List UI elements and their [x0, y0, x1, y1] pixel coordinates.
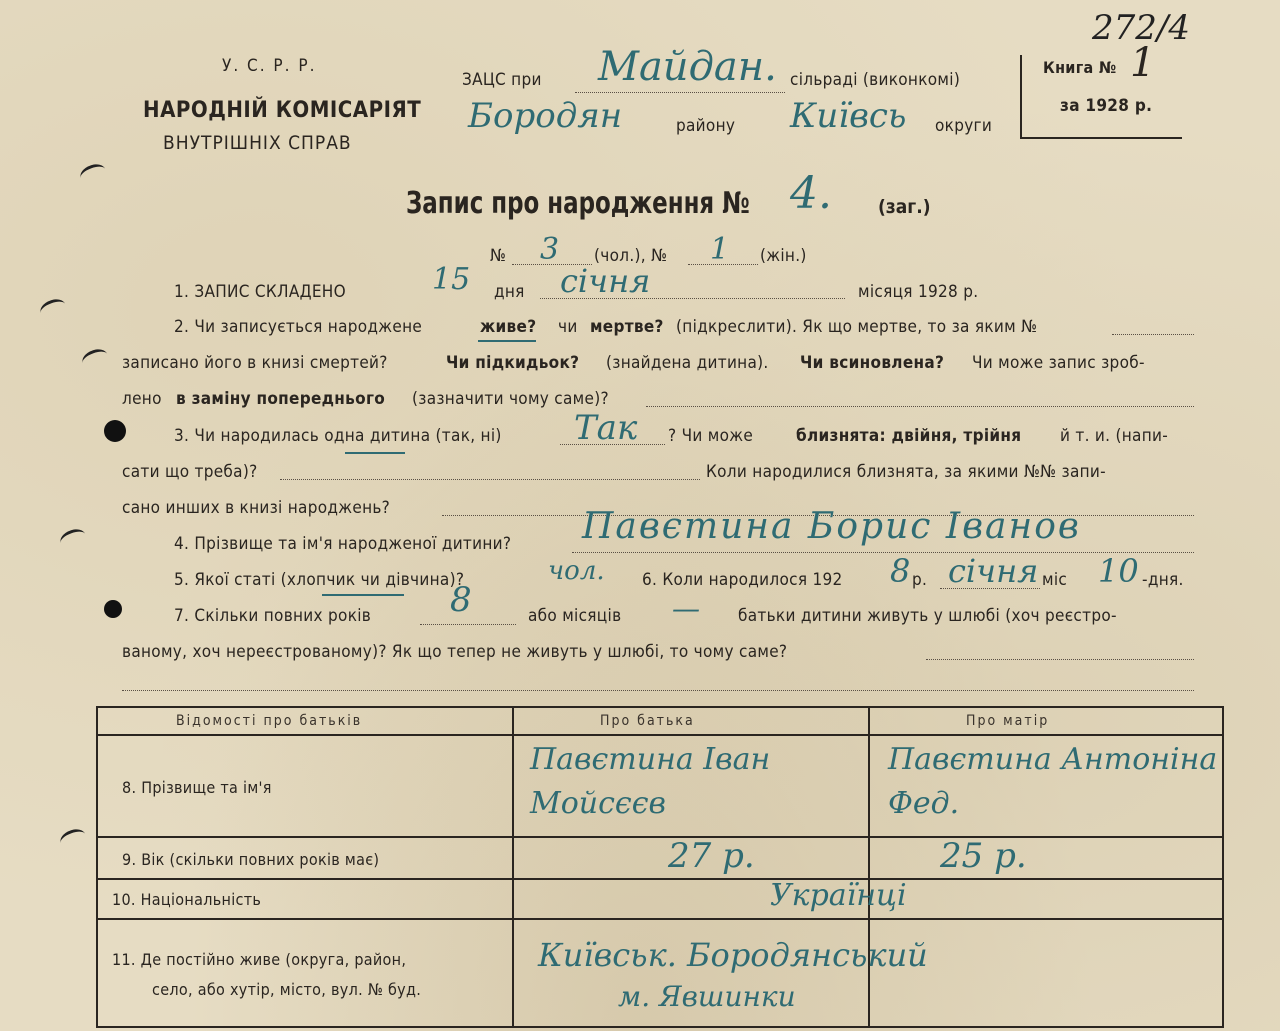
item7-years: 8: [450, 580, 472, 620]
village-line: [575, 92, 785, 93]
item2-live-underline: [478, 340, 536, 342]
table-col-mother: Про матір: [966, 713, 1050, 729]
item2-line2c: Чи може запис зроб-: [972, 353, 1145, 373]
female-number: 1: [710, 232, 730, 267]
ussr-label: У. С. Р. Р.: [222, 56, 317, 76]
zags-prefix: ЗАЦС при: [462, 70, 542, 90]
paper-tear-5: [58, 826, 88, 851]
item7-years-line: [420, 624, 516, 625]
item2-line3-dots: [646, 406, 1194, 407]
item3-line2-dots: [280, 479, 700, 480]
item5-value: чол.: [548, 556, 605, 586]
record-suffix: (заг.): [878, 196, 931, 218]
row11-value-1: Київськ. Бородянський: [538, 936, 928, 974]
male-number: 3: [540, 232, 560, 267]
table-col-info: Відомості про батьків: [176, 713, 363, 729]
item1-day: 15: [432, 262, 471, 297]
item2-mid: чи: [558, 317, 578, 337]
row8-label: 8. Прізвище та ім'я: [122, 778, 272, 797]
row9-mother: 25 р.: [940, 836, 1027, 876]
item2-line1a: 2. Чи записується народжене: [174, 317, 423, 337]
item2-line3a: лено: [122, 389, 162, 409]
table-row-line-3: [98, 918, 1222, 920]
row9-father: 27 р.: [668, 836, 755, 876]
item2-line2a: записано його в книзі смертей?: [122, 353, 388, 373]
item2-live: живе?: [480, 317, 537, 337]
commissariat-subtitle: ВНУТРІШНІХ СПРАВ: [163, 132, 352, 154]
item6-month-line: [940, 588, 1040, 589]
item7-label: 7. Скільки повних років: [174, 606, 372, 626]
table-col-father: Про батька: [600, 713, 695, 729]
item3-line1c: й т. и. (напи-: [1060, 426, 1169, 446]
row10-value: Українці: [770, 878, 907, 913]
row11-label-2: село, або хутір, місто, вул. № буд.: [152, 980, 422, 999]
row8-father: Павєтина Іван Мойсєєв: [530, 742, 771, 821]
row9-label: 9. Вік (скільки повних років має): [122, 850, 380, 869]
item1-day-label: дня: [494, 282, 525, 302]
item3-one-underline: [345, 452, 405, 454]
item3-line3: сано инших в книзі народжень?: [122, 498, 391, 518]
item2-replace: в заміну попереднього: [176, 389, 386, 409]
item7-line2-dots: [926, 659, 1194, 660]
item6-day: 10: [1098, 552, 1139, 590]
item2-line1b: (підкреслити). Як що мертве, то за яким №: [676, 317, 1038, 337]
paper-tear-1: [78, 161, 108, 186]
book-label: Книга №: [1043, 58, 1117, 77]
district-handwritten: Бородян: [468, 96, 623, 136]
item5-boy-underline: [322, 594, 404, 596]
village-handwritten: Майдан.: [598, 44, 777, 90]
item6-label: 6. Коли народилося 192: [642, 570, 843, 590]
item3-twins: близнята: двійня, трійня: [796, 426, 1022, 446]
record-title: Запис про народження №: [406, 186, 750, 221]
item3-line1a: 3. Чи народилась одна дитина (так, ні): [174, 426, 502, 446]
record-number: 4.: [790, 168, 832, 219]
female-line: [688, 264, 758, 265]
item2-line1-dots: [1112, 334, 1194, 335]
paper-tear-3: [80, 346, 110, 371]
item6-year: 8: [890, 552, 911, 590]
item6-r: р.: [912, 570, 928, 590]
item3-line2a: сати що треба)?: [122, 462, 258, 482]
table-row-line-2: [98, 878, 1222, 880]
row11-value-2: м. Явшинки: [618, 980, 796, 1013]
item6-mis: міс: [1042, 570, 1068, 590]
item6-dnya: -дня.: [1142, 570, 1184, 590]
item7-line3-dots: [122, 690, 1194, 691]
okrug-handwritten: Київсь: [790, 96, 907, 136]
commissariat-title: НАРОДНІЙ КОМІСАРІЯТ: [143, 98, 422, 123]
district-label: району: [676, 116, 736, 136]
item1-month: січня: [560, 262, 651, 300]
item5-label: 5. Якої статі (хлопчик чи дівчина)?: [174, 570, 465, 590]
item7-line2: ваному, хоч нереєстрованому)? Як що тепер не живуть у шлюбі, то чому саме?: [122, 642, 788, 662]
row11-label-1: 11. Де постійно живе (округа, район,: [112, 950, 407, 969]
item2-foundling: Чи підкидьок?: [446, 353, 580, 373]
item3-line2b: Коли народилися близнята, за якими №№ запи-: [706, 462, 1106, 482]
paper-tear-2: [38, 296, 68, 321]
item3-answer: Так: [574, 408, 638, 448]
binder-hole-1: [104, 420, 126, 442]
item1-tail: місяця 1928 р.: [858, 282, 979, 302]
num-prefix: №: [490, 246, 507, 266]
item4-child-name: Павєтина Борис Іванов: [582, 506, 1081, 547]
item1-month-line: [540, 298, 845, 299]
item2-adopted: Чи всиновлена?: [800, 353, 945, 373]
item2-line2b: (знайдена дитина).: [606, 353, 769, 373]
item2-dead: мертве?: [590, 317, 664, 337]
male-label: (чол.), №: [594, 246, 668, 266]
item3-answer-line: [560, 444, 665, 445]
book-year: за 1928 р.: [1060, 96, 1153, 116]
archive-number: 272/4: [1092, 8, 1190, 48]
item2-line3b: (зазначити чому саме)?: [412, 389, 609, 409]
book-number: 1: [1130, 40, 1156, 86]
row8-mother: Павєтина Антоніна Фед.: [888, 742, 1218, 821]
binder-hole-2: [104, 600, 122, 618]
table-divider-1: [512, 708, 514, 1026]
item7-months: —: [672, 592, 700, 625]
female-label: (жін.): [760, 246, 807, 266]
item7-tail: батьки дитини живуть у шлюбі (хоч реєстро-: [738, 606, 1117, 626]
item4-label: 4. Прізвище та ім'я народженої дитини?: [174, 534, 512, 554]
item6-month: січня: [948, 552, 1039, 590]
okrug-label: округи: [935, 116, 993, 136]
item7-months-label: або місяців: [528, 606, 622, 626]
council-label: сільраді (виконкомі): [790, 70, 961, 90]
table-row-line-1: [98, 836, 1222, 838]
table-header-line: [98, 734, 1222, 736]
row10-label: 10. Національність: [112, 890, 262, 909]
item1-label: 1. ЗАПИС СКЛАДЕНО: [174, 282, 346, 302]
item3-line1b: ? Чи може: [668, 426, 754, 446]
parents-table: [96, 706, 1224, 1028]
paper-tear-4: [58, 526, 88, 551]
